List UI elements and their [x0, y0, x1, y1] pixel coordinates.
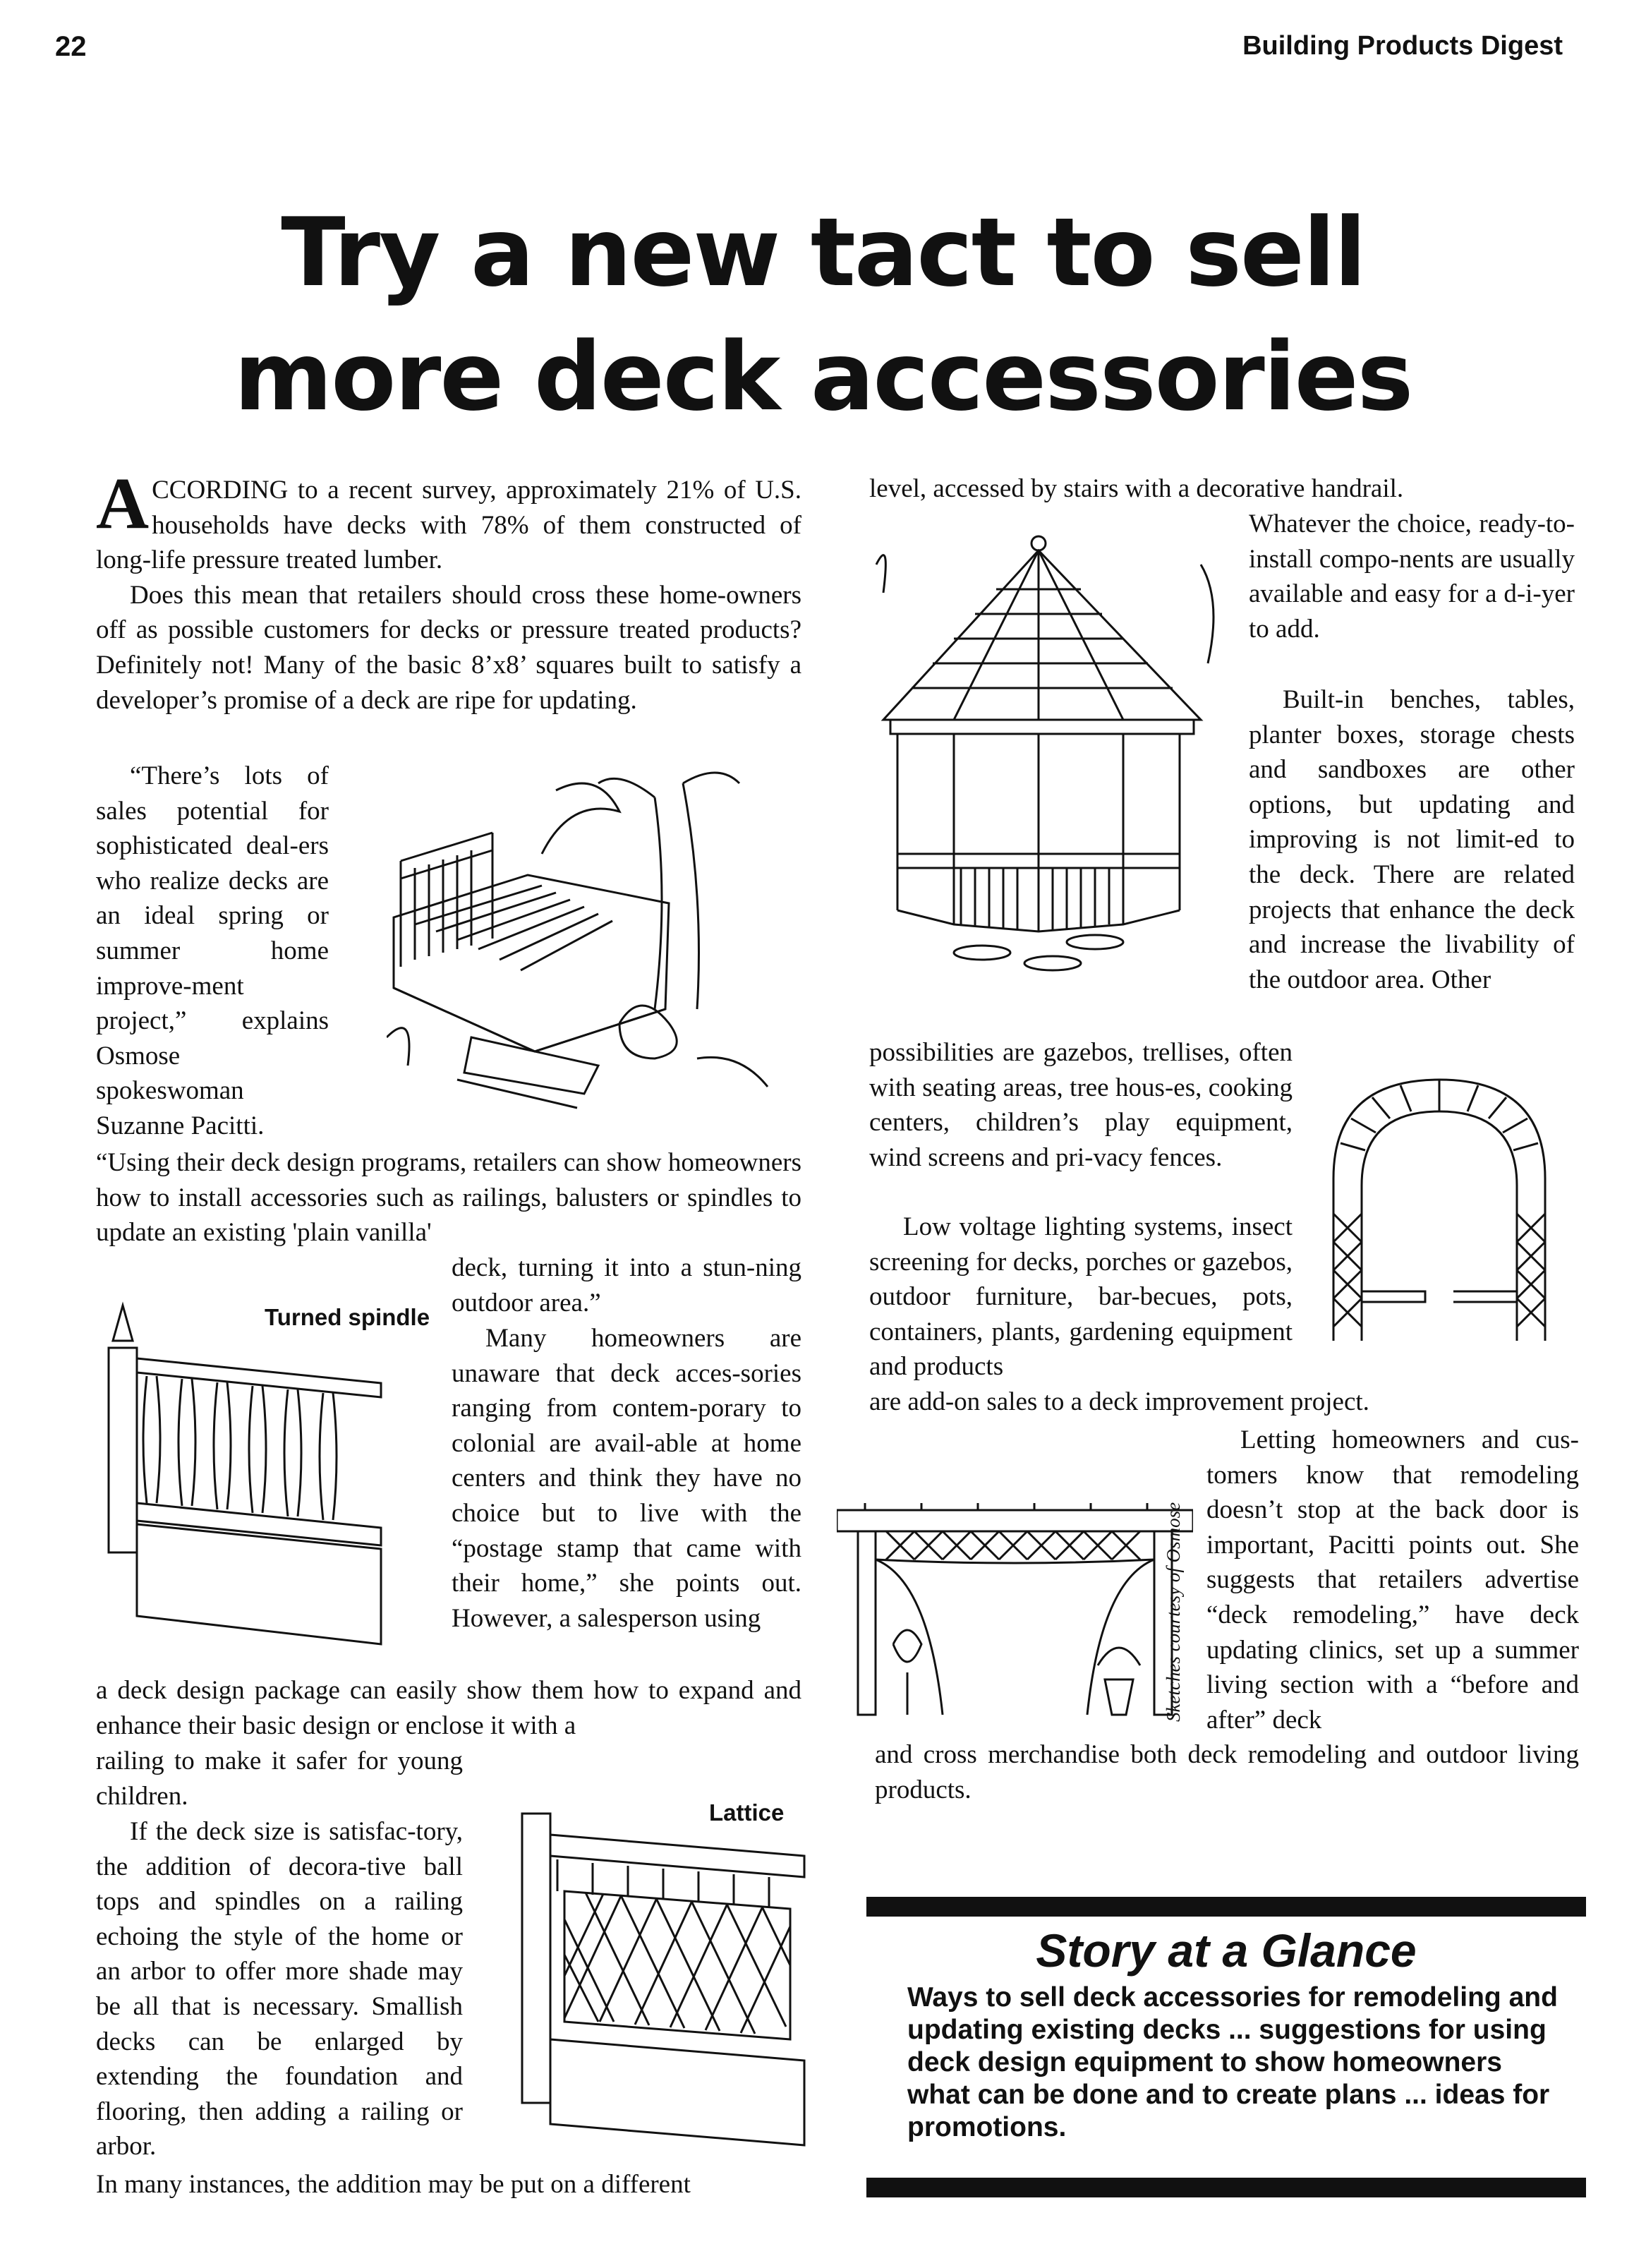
col2-paragraph-5-end: and cross merchandise both deck remodeling and outdoor living products.	[875, 1740, 1579, 1804]
paragraph-2: Does this mean that retailers should cross these home-owners off as possible customers for decks or pressure treated products? Definitely not! Many of the basic 8’x8’ squares built to satisfy a developer’s promise of a deck are ripe for updating.	[96, 580, 801, 715]
col2-paragraph-1: level, accessed by stairs with a decorative handrail.	[869, 474, 1404, 503]
headline-line-2: more deck accessories	[234, 322, 1412, 432]
paragraph-intro: ACCORDING to a recent survey, approximately 21% of U.S. households have decks with 78% of them constructed of long-life pressure treated lumber.	[96, 463, 801, 575]
col2-paragraph-4: Low voltage lighting systems, insect screening for decks, porches or gazebos, outdoor furniture, bar-becues, pots, containers, plants, gardening equipment and products	[869, 1212, 1293, 1382]
col1-top	[96, 463, 801, 718]
col2-paragraph-5: Letting homeowners and cus-tomers know that remodeling doesn’t stop at the back door is important, Pacitti points out. She suggests that retailers advertise “deck remodeling,” have deck updating clinics, set up a summer living section with a “before and after” deck	[1206, 1425, 1579, 1735]
gazebo-illustration	[869, 522, 1236, 988]
col2-paragraph-2: Whatever the choice, ready-to-install compo-nents are usually available and easy for a d-i-yer to add.	[1249, 509, 1575, 644]
headline-line-1: Try a new tact to sell	[281, 198, 1365, 308]
running-head: Building Products Digest	[1242, 31, 1563, 61]
col1-paragraph-5-tail: railing to make it safer for young children.	[96, 1747, 463, 1811]
spindle-label: Turned spindle	[265, 1304, 430, 1330]
sidebar-body: Ways to sell deck accessories for remodeling and updating existing decks ... suggestions for using deck design equipment to show homeowners what can be done and to create plans ... ideas for promotions.	[907, 1982, 1558, 2142]
lattice-illustration	[515, 1806, 811, 2152]
col1-paragraph-7: In many instances, the addition may be put on a different	[96, 2170, 691, 2199]
col2-paragraph-3-end: possibilities are gazebos, trellises, often with seating areas, tree hous-es, cooking centers, children’s play equipment, wind screens and pri-vacy fences.	[869, 1038, 1293, 1172]
photo-credit: Sketches courtesy of Osmose	[1163, 1502, 1184, 1722]
arbor-illustration	[1319, 1073, 1559, 1355]
sidebar-rule-top	[866, 1897, 1586, 1917]
col2-paragraph-3: Built-in benches, tables, planter boxes, storage chests and sandboxes are other options, but updating and improving is not limit-ed to the deck. There are related projects that enhance the deck and increase the livability of the outdoor area. Other	[1249, 685, 1575, 994]
col1-paragraph-4-end: deck, turning it into a stun-ning outdoor area.”	[452, 1253, 801, 1317]
deck-illustration	[387, 755, 771, 1126]
col1-paragraph-5-end: a deck design package can easily show them how to expand and enhance their basic design or enclose it with a	[96, 1676, 801, 1740]
headline	[0, 191, 1646, 439]
col1-paragraph-4: “Using their deck design programs, retailers can show homeowners how to install accessories such as railings, balusters or spindles to update an existing 'plain vanilla'	[96, 1148, 801, 1248]
pergola-illustration	[837, 1503, 1193, 1718]
paragraph-3: “There’s lots of sales potential for sophisticated deal-ers who realize decks are an ideal spring or summer home improve-ment project,” explains Osmose spokeswoman Suzanne Pacitti.	[96, 761, 329, 1140]
col1-paragraph-6: If the deck size is satisfac-tory, the addition of decora-tive ball tops and spindles on a railing echoing the style of the home or an arbor to offer more shade may be all that is necessary. Smallish decks can be enlarged by extending the foundation and flooring, then adding a railing or arbor.	[96, 1817, 463, 2161]
lattice-label: Lattice	[709, 1799, 785, 1826]
sidebar-title: Story at a Glance	[1036, 1924, 1417, 1977]
col1-paragraph-5: Many homeowners are unaware that deck acces-sories ranging from contem-porary to colonial are avail-able at home centers and think they have no choice but to live with the “postage stamp that came with their home,” she points out. However, a salesperson using	[452, 1324, 801, 1633]
col1-quote	[96, 759, 329, 1144]
page-number: 22	[55, 31, 87, 62]
col2-paragraph-4-end: are add-on sales to a deck improvement project.	[869, 1387, 1369, 1416]
turned-spindle-illustration	[99, 1291, 395, 1658]
sidebar-rule-bottom	[866, 2178, 1586, 2197]
drop-cap: A	[96, 463, 150, 544]
